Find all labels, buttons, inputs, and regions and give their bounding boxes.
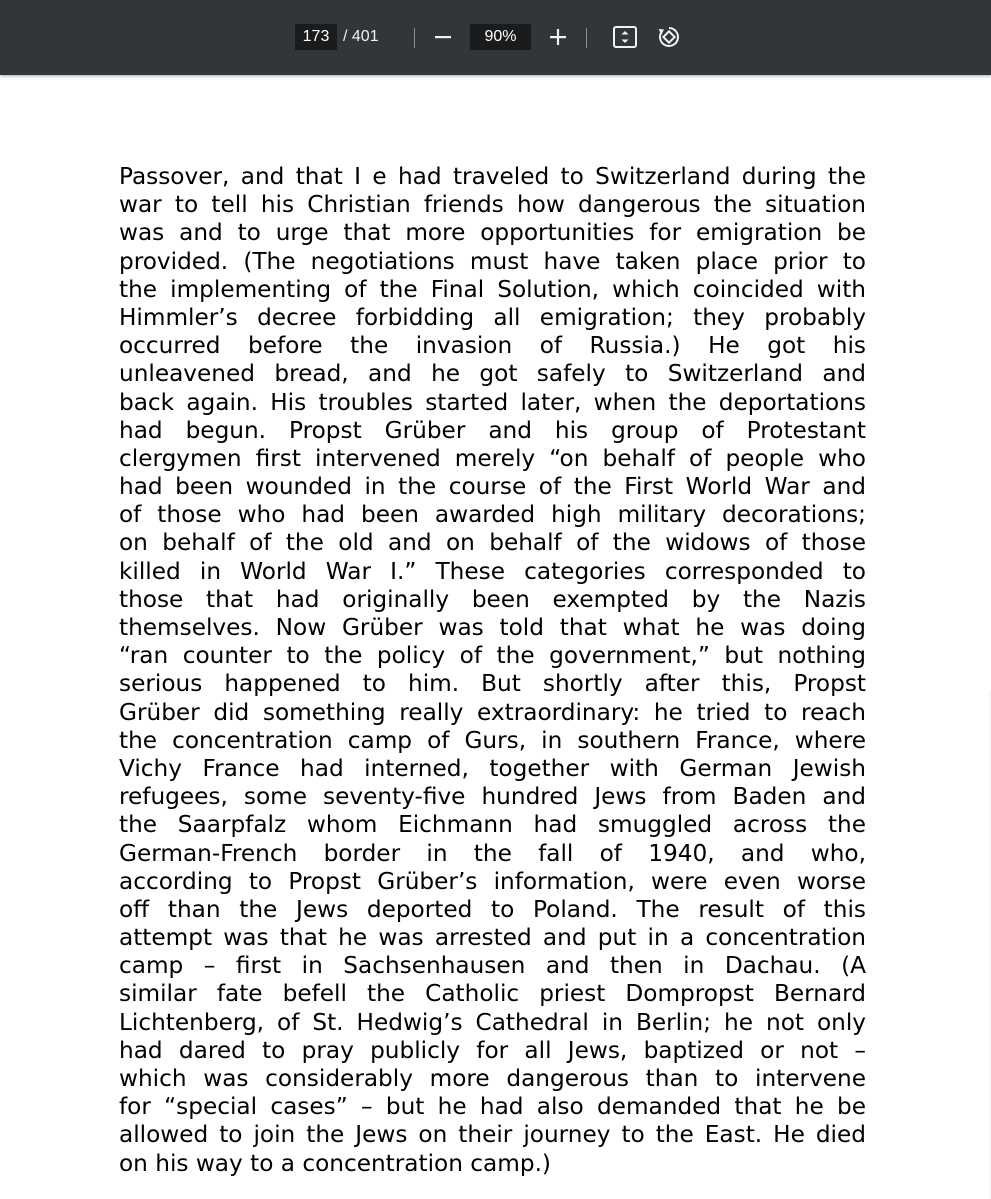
text-line: the Saarpfalz whom Eichmann had smuggled across the: [119, 811, 866, 839]
zoom-level-input[interactable]: [470, 24, 531, 50]
text-line: was and to urge that more opportunities for emigration be: [119, 219, 866, 247]
text-line: the concentration camp of Gurs, in southern France, where: [119, 726, 866, 754]
text-line: according to Propst Grüber’s information, were even worse: [119, 867, 866, 895]
fit-to-page-button[interactable]: [610, 22, 640, 52]
zoom-in-button[interactable]: [543, 22, 573, 52]
fit-to-page-icon: [612, 25, 638, 49]
plus-icon: [548, 27, 568, 47]
text-line: similar fate befell the Catholic priest Dompropst Bernard: [119, 980, 866, 1008]
toolbar-divider: [586, 28, 587, 48]
text-line: on behalf of the old and on behalf of the widows of those: [119, 529, 866, 557]
text-line: clergymen first intervened merely “on behalf of people who: [119, 444, 866, 472]
text-line: refugees, some seventy-five hundred Jews from Baden and: [119, 783, 866, 811]
text-line: had begun. Propst Grüber and his group of Protestant: [119, 416, 866, 444]
text-line: of those who had been awarded high military decorations;: [119, 501, 866, 529]
text-line: unleavened bread, and he got safely to Switzerland and: [119, 360, 866, 388]
text-line: killed in World War I.” These categories corresponded to: [119, 557, 866, 585]
text-line: camp – first in Sachsenhausen and then in Dachau. (A: [119, 952, 866, 980]
text-line: which was considerably more dangerous than to intervene: [119, 1065, 866, 1092]
text-line: for “special cases” – but he had also demanded that he be: [119, 1093, 866, 1121]
text-line: attempt was that he was arrested and put in a concentration: [119, 924, 866, 952]
text-line: off than the Jews deported to Poland. The result of this: [119, 895, 866, 923]
minus-icon: [433, 27, 453, 47]
text-line: had dared to pray publicly for all Jews, baptized or not –: [119, 1036, 866, 1064]
pdf-page: [0, 75, 991, 1199]
pdf-toolbar: [0, 0, 991, 75]
text-line: allowed to join the Jews on their journey to the East. He died: [119, 1121, 866, 1149]
page-text-block: [119, 163, 866, 1178]
text-line: war to tell his Christian friends how dangerous the situation: [119, 191, 866, 219]
text-line: Passover, and that I e had traveled to Switzerland during the: [119, 163, 866, 190]
text-line: provided. (The negotiations must have taken place prior to: [119, 247, 866, 275]
text-line: Grüber did something really extraordinary: he tried to reach: [119, 698, 866, 726]
text-line: serious happened to him. But shortly after this, Propst: [119, 670, 866, 698]
text-line: “ran counter to the policy of the government,” but nothing: [119, 642, 866, 670]
text-line: German-French border in the fall of 1940, and who,: [119, 839, 866, 867]
text-line: the implementing of the Final Solution, which coincided with: [119, 275, 866, 303]
text-line: Lichtenberg, of St. Hedwig’s Cathedral in Berlin; he not only: [119, 1008, 866, 1036]
text-line: had been wounded in the course of the First World War and: [119, 473, 866, 501]
zoom-level-value: 90%: [484, 28, 517, 45]
rotate-button[interactable]: [654, 22, 684, 52]
text-line: on his way to a concentration camp.): [119, 1149, 551, 1177]
page-number-input[interactable]: [295, 24, 337, 50]
toolbar-divider: [414, 28, 415, 48]
text-line: occurred before the invasion of Russia.) He got his: [119, 332, 866, 360]
zoom-out-button[interactable]: [428, 22, 458, 52]
page-total-label: / 401: [343, 28, 379, 45]
text-line: Vichy France had interned, together with German Jewish: [119, 754, 866, 782]
rotate-icon: [656, 24, 682, 50]
text-line: back again. His troubles started later, when the deportations: [119, 388, 866, 416]
text-line: those that had originally been exempted by the Nazis: [119, 585, 866, 613]
text-line: Himmler’s decree forbidding all emigration; they probably: [119, 303, 866, 331]
text-line: themselves. Now Grüber was told that what he was doing: [119, 614, 866, 641]
